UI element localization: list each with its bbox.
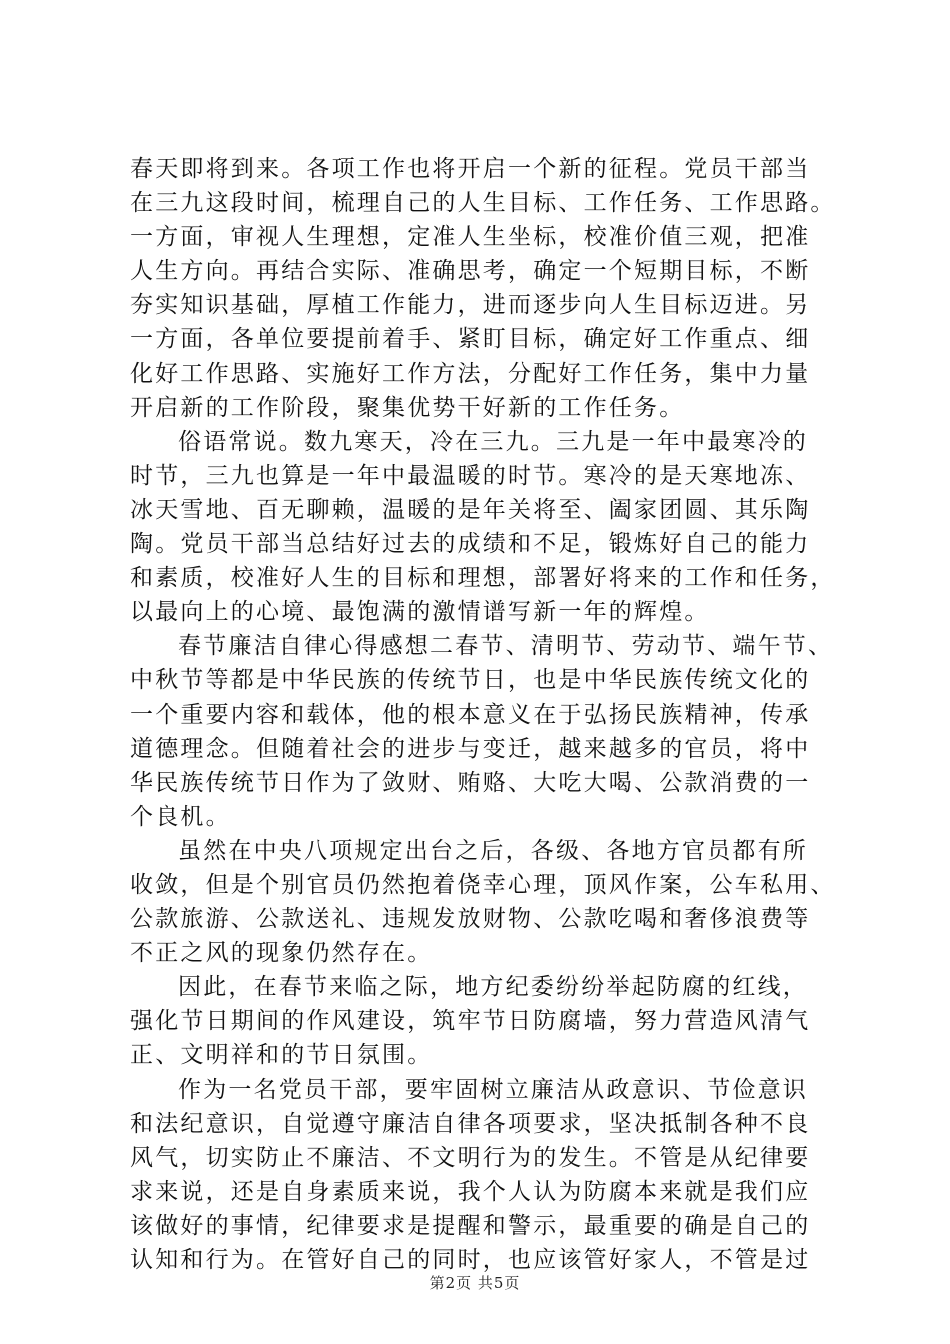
text-line: 和素质，校准好人生的目标和理想，部署好将来的工作和任务， (130, 565, 836, 592)
text-line: 不正之风的现象仍然存在。 (130, 940, 433, 967)
text-line: 陶。党员干部当总结好过去的成绩和不足，锻炼好自己的能力 (130, 531, 811, 558)
text-line: 在三九这段时间，梳理自己的人生目标、工作任务、工作思路。 (130, 190, 836, 217)
text-line: 一方面，各单位要提前着手、紧盯目标，确定好工作重点、细 (130, 326, 811, 353)
text-line: 个良机。 (130, 803, 231, 830)
text-line: 道德理念。但随着社会的进步与变迁，越来越多的官员，将中 (130, 735, 811, 762)
page-number-footer: 第2页 共5页 (429, 1274, 521, 1292)
text-line: 华民族传统节日作为了敛财、贿赂、大吃大喝、公款消费的一 (130, 769, 811, 796)
paragraph-start-line: 俗语常说。数九寒天，冷在三九。三九是一年中最寒冷的 (178, 428, 808, 455)
text-line: 公款旅游、公款送礼、违规发放财物、公款吃喝和奢侈浪费等 (130, 906, 811, 933)
document-body (130, 152, 836, 1277)
text-line: 人生方向。再结合实际、准确思考，确定一个短期目标，不断 (130, 258, 811, 285)
text-line: 中秋节等都是中华民族的传统节日，也是中华民族传统文化的 (130, 667, 811, 694)
text-line: 风气，切实防止不廉洁、不文明行为的发生。不管是从纪律要 (130, 1144, 811, 1171)
paragraph-start-line: 作为一名党员干部，要牢固树立廉洁从政意识、节俭意识 (178, 1076, 808, 1103)
text-line: 一方面，审视人生理想，定准人生坐标，校准价值三观，把准 (130, 224, 811, 251)
text-line: 强化节日期间的作风建设，筑牢节日防腐墙，努力营造风清气 (130, 1008, 811, 1035)
paragraph-start-line: 因此，在春节来临之际，地方纪委纷纷举起防腐的红线， (178, 974, 808, 1001)
text-line: 求来说，还是自身素质来说，我个人认为防腐本来就是我们应 (130, 1178, 811, 1205)
text-line: 开启新的工作阶段，聚集优势干好新的工作任务。 (130, 394, 685, 421)
text-line: 冰天雪地、百无聊赖，温暖的是年关将至、阖家团圆、其乐陶 (130, 496, 811, 523)
text-line: 夯实知识基础，厚植工作能力，进而逐步向人生目标迈进。另 (130, 292, 811, 319)
paragraph-start-line: 春节廉洁自律心得感想二春节、清明节、劳动节、端午节、 (178, 633, 834, 660)
text-line: 该做好的事情，纪律要求是提醒和警示，最重要的确是自己的 (130, 1212, 811, 1239)
text-line: 认知和行为。在管好自己的同时，也应该管好家人，不管是过 (130, 1247, 811, 1273)
text-line: 以最向上的心境、最饱满的激情谱写新一年的辉煌。 (130, 599, 710, 626)
text-line: 一个重要内容和载体，他的根本意义在于弘扬民族精神，传承 (130, 701, 811, 728)
text-line: 正、文明祥和的节日氛围。 (130, 1042, 433, 1069)
text-line: 收敛，但是个别官员仍然抱着侥幸心理，顶风作案，公车私用、 (130, 871, 836, 898)
text-line: 时节，三九也算是一年中最温暖的时节。寒冷的是天寒地冻、 (130, 462, 811, 489)
text-line: 化好工作思路、实施好工作方法，分配好工作任务，集中力量 (130, 360, 811, 387)
text-line: 和法纪意识，自觉遵守廉洁自律各项要求，坚决抵制各种不良 (130, 1110, 811, 1137)
paragraph-start-line: 虽然在中央八项规定出台之后，各级、各地方官员都有所 (178, 837, 808, 864)
text-line: 春天即将到来。各项工作也将开启一个新的征程。党员干部当 (130, 156, 811, 182)
